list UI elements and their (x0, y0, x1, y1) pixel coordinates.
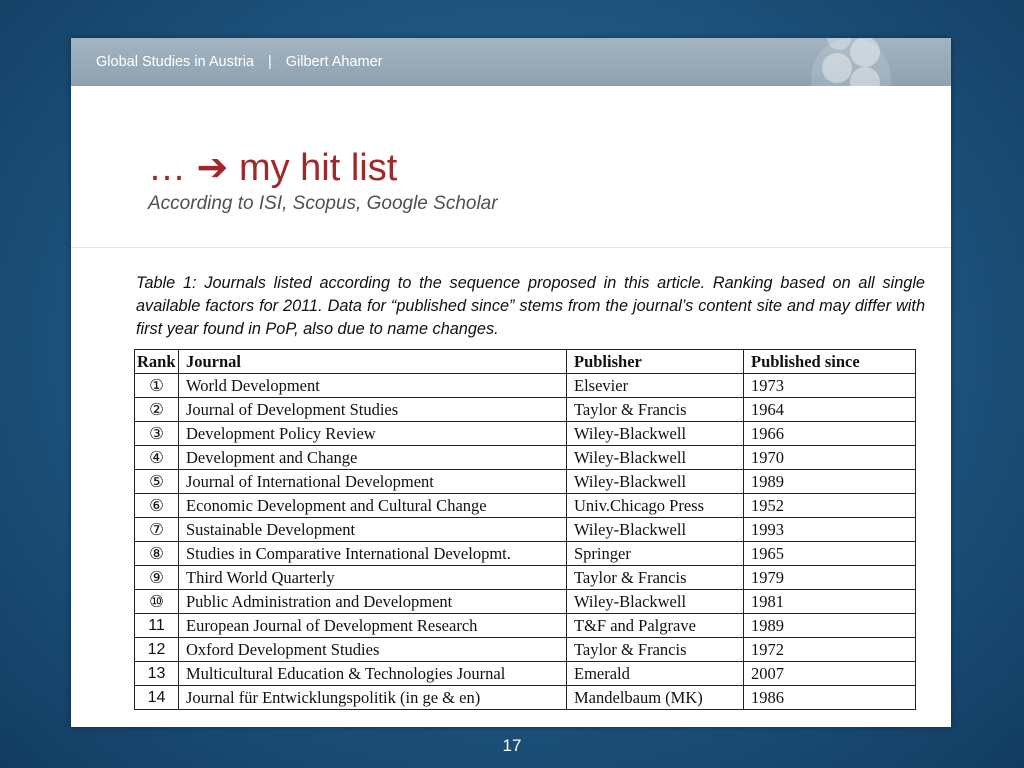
since-cell: 1965 (744, 542, 916, 566)
journal-cell: Multicultural Education & Technologies Journal (179, 662, 567, 686)
journal-cell: Sustainable Development (179, 518, 567, 542)
header-separator: | (267, 54, 272, 70)
slide (71, 38, 951, 727)
header-published-since: Published since (744, 350, 916, 374)
journal-cell: Public Administration and Development (179, 590, 567, 614)
publisher-cell: Wiley-Blackwell (567, 590, 744, 614)
rank-cell: ⑦ (135, 518, 179, 542)
header-journal: Journal (179, 350, 567, 374)
since-cell: 1972 (744, 638, 916, 662)
page-number: 17 (502, 736, 522, 755)
publisher-cell: Wiley-Blackwell (567, 446, 744, 470)
header-bar (71, 38, 951, 86)
rank-cell: ⑨ (135, 566, 179, 590)
title-area (148, 146, 498, 218)
table-row (135, 686, 916, 710)
since-cell: 1979 (744, 566, 916, 590)
publisher-cell: Springer (567, 542, 744, 566)
rank-cell: ④ (135, 446, 179, 470)
rank-cell: ⑩ (135, 590, 179, 614)
journal-cell: Studies in Comparative International Developmt. (179, 542, 567, 566)
slide-title: … ➔ my hit list (148, 147, 398, 189)
journal-cell: Development Policy Review (179, 422, 567, 446)
since-cell: 1981 (744, 590, 916, 614)
rank-cell: ② (135, 398, 179, 422)
publisher-cell: T&F and Palgrave (567, 614, 744, 638)
since-cell: 1973 (744, 374, 916, 398)
journal-cell: Journal für Entwicklungspolitik (in ge & en) (179, 686, 567, 710)
rank-cell: 14 (135, 686, 179, 710)
header-course: Global Studies in Austria (96, 54, 254, 70)
journals-table (134, 349, 916, 710)
journal-cell: Development and Change (179, 446, 567, 470)
publisher-cell: Taylor & Francis (567, 398, 744, 422)
publisher-cell: Wiley-Blackwell (567, 518, 744, 542)
publisher-cell: Wiley-Blackwell (567, 470, 744, 494)
journal-cell: Economic Development and Cultural Change (179, 494, 567, 518)
header-publisher: Publisher (567, 350, 744, 374)
rank-cell: 13 (135, 662, 179, 686)
rank-cell: ⑤ (135, 470, 179, 494)
title-divider (71, 247, 951, 248)
header-rank: Rank (135, 350, 179, 374)
since-cell: 1964 (744, 398, 916, 422)
table-row (135, 614, 916, 638)
table-header-row (135, 350, 916, 374)
journal-cell: World Development (179, 374, 567, 398)
publisher-cell: Taylor & Francis (567, 566, 744, 590)
since-cell: 1989 (744, 470, 916, 494)
since-cell: 1993 (744, 518, 916, 542)
journal-cell: Journal of Development Studies (179, 398, 567, 422)
table-row (135, 470, 916, 494)
table-row (135, 518, 916, 542)
table-row (135, 494, 916, 518)
journal-cell: Oxford Development Studies (179, 638, 567, 662)
rank-cell: 12 (135, 638, 179, 662)
journal-cell: European Journal of Development Research (179, 614, 567, 638)
rank-cell: ③ (135, 422, 179, 446)
table-row (135, 542, 916, 566)
publisher-cell: Emerald (567, 662, 744, 686)
since-cell: 1970 (744, 446, 916, 470)
table-row (135, 398, 916, 422)
table-row (135, 638, 916, 662)
since-cell: 1952 (744, 494, 916, 518)
header-text (96, 54, 382, 70)
logo-circles-icon (811, 38, 911, 86)
publisher-cell: Wiley-Blackwell (567, 422, 744, 446)
table-row (135, 566, 916, 590)
table-row (135, 590, 916, 614)
publisher-cell: Elsevier (567, 374, 744, 398)
table-row (135, 662, 916, 686)
slide-subtitle: According to ISI, Scopus, Google Scholar (148, 193, 498, 214)
since-cell: 1989 (744, 614, 916, 638)
journal-cell: Third World Quarterly (179, 566, 567, 590)
table-row (135, 422, 916, 446)
rank-cell: ⑧ (135, 542, 179, 566)
header-author: Gilbert Ahamer (285, 54, 383, 70)
table-caption: Table 1: Journals listed according to the sequence proposed in this article. Ranking based on all single available factors for 2011. Data for “published since” stems from the journal’s content site and may differ with first year found in PoP, also due to name changes. (136, 274, 925, 338)
publisher-cell: Mandelbaum (MK) (567, 686, 744, 710)
publisher-cell: Taylor & Francis (567, 638, 744, 662)
rank-cell: ① (135, 374, 179, 398)
since-cell: 1966 (744, 422, 916, 446)
since-cell: 2007 (744, 662, 916, 686)
publisher-cell: Univ.Chicago Press (567, 494, 744, 518)
since-cell: 1986 (744, 686, 916, 710)
table-row (135, 374, 916, 398)
rank-cell: 11 (135, 614, 179, 638)
journal-cell: Journal of International Development (179, 470, 567, 494)
rank-cell: ⑥ (135, 494, 179, 518)
table-row (135, 446, 916, 470)
